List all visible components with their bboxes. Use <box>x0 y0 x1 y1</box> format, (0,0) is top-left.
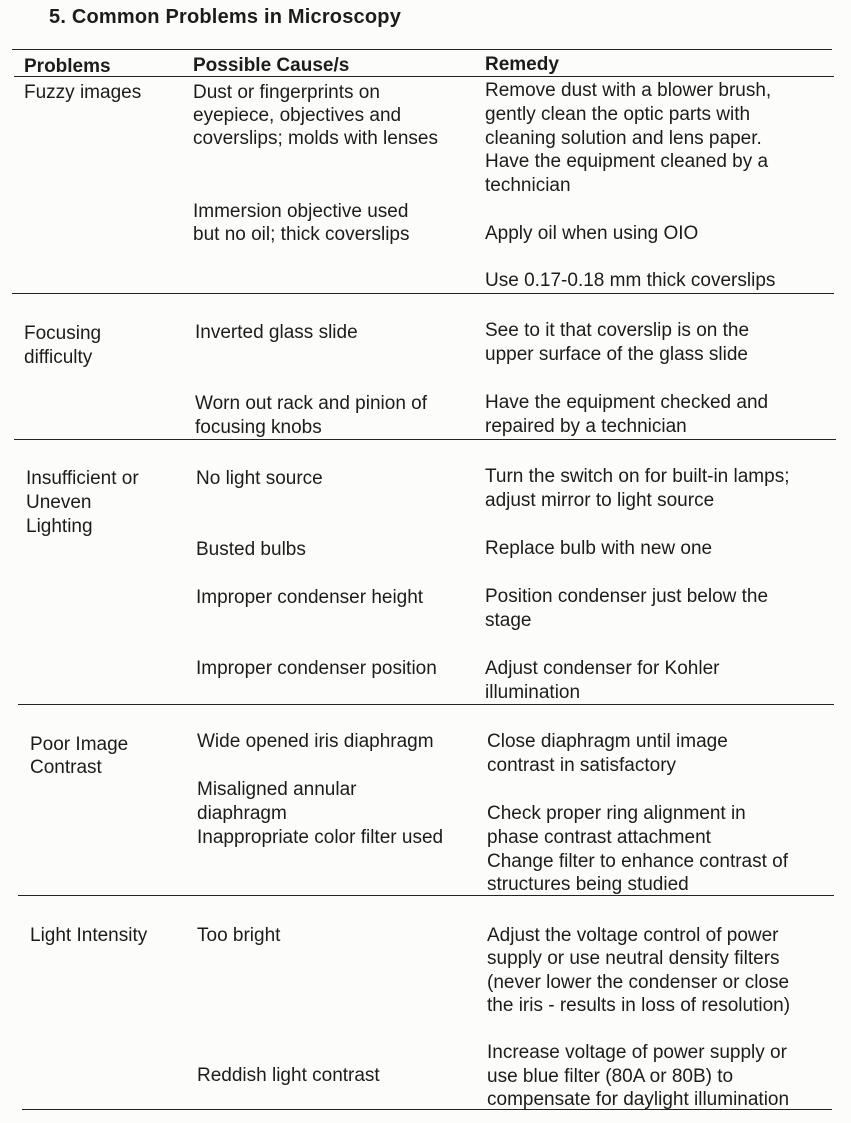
problem-cell: Insufficient or <box>26 468 139 489</box>
cause-line: No light source <box>196 468 323 489</box>
remedy-line: Change filter to enhance contrast of <box>487 851 789 872</box>
cause-line: Worn out rack and pinion of <box>195 393 428 414</box>
remedy-line: repaired by a technician <box>485 416 687 437</box>
cause-line: diaphragm <box>197 803 287 824</box>
remedy-line: upper surface of the glass slide <box>485 344 748 365</box>
remedy-line: cleaning solution and lens paper. <box>485 128 762 149</box>
remedy-line: Close diaphragm until image <box>487 731 728 752</box>
cause-line: Improper condenser height <box>196 587 424 608</box>
page-title: 5. Common Problems in Microscopy <box>49 6 402 28</box>
cause-line: Busted bulbs <box>196 539 306 560</box>
remedy-line: Apply oil when using OIO <box>485 223 699 244</box>
section-divider <box>14 439 836 440</box>
cause-line: focusing knobs <box>195 417 322 438</box>
remedy-line: adjust mirror to light source <box>485 490 715 511</box>
remedy-line: Position condenser just below the <box>485 586 769 607</box>
problem-cell: Fuzzy images <box>24 82 142 103</box>
cause-line: Too bright <box>197 925 281 946</box>
header-rule <box>14 76 834 77</box>
section-divider <box>18 895 834 896</box>
remedy-line: Use 0.17-0.18 mm thick coverslips <box>485 270 776 291</box>
remedy-line: Turn the switch on for built-in lamps; <box>485 466 790 487</box>
remedy-line: Check proper ring alignment in <box>487 803 746 824</box>
problem-cell: difficulty <box>24 347 93 368</box>
header-causes: Possible Cause/s <box>193 55 350 76</box>
problem-cell: Contrast <box>30 757 102 778</box>
cause-line: coverslips; molds with lenses <box>193 128 438 149</box>
remedy-line: phase contrast attachment <box>487 827 711 848</box>
remedy-line: structures being studied <box>487 874 689 895</box>
remedy-line: stage <box>485 610 532 631</box>
remedy-line: use blue filter (80A or 80B) to <box>487 1066 734 1087</box>
remedy-line: compensate for daylight illumination <box>487 1089 790 1110</box>
remedy-line: See to it that coverslip is on the <box>485 320 750 341</box>
table-top-rule <box>12 49 832 50</box>
remedy-line: the iris - results in loss of resolution) <box>487 995 791 1016</box>
remedy-line: supply or use neutral density filters <box>487 948 780 969</box>
remedy-line: technician <box>485 175 571 196</box>
header-problems: Problems <box>24 56 111 77</box>
remedy-line: Adjust condenser for Kohler <box>485 658 720 679</box>
cause-line: Wide opened iris diaphragm <box>197 731 434 752</box>
remedy-line: Replace bulb with new one <box>485 538 713 559</box>
remedy-line: illumination <box>485 682 581 703</box>
remedy-line: (never lower the condenser or close <box>487 972 790 993</box>
remedy-line: Have the equipment checked and <box>485 392 769 413</box>
problem-cell: Focusing <box>24 323 102 344</box>
cause-line: Inverted glass slide <box>195 322 358 343</box>
table-bottom-rule <box>22 1109 832 1110</box>
remedy-line: gently clean the optic parts with <box>485 104 751 125</box>
remedy-line: contrast in satisfactory <box>487 755 677 776</box>
cause-line: Misaligned annular <box>197 779 357 800</box>
header-remedy: Remedy <box>485 54 559 75</box>
cause-line: Reddish light contrast <box>197 1065 380 1086</box>
cause-line: but no oil; thick coverslips <box>193 224 410 245</box>
remedy-line: Adjust the voltage control of power <box>487 925 779 946</box>
remedy-line: Increase voltage of power supply or <box>487 1042 787 1063</box>
problem-cell: Light Intensity <box>30 925 148 946</box>
cause-line: Immersion objective used <box>193 201 409 222</box>
section-divider <box>18 704 834 705</box>
section-divider <box>12 293 834 294</box>
cause-line: eyepiece, objectives and <box>193 105 402 126</box>
problem-cell: Lighting <box>26 516 93 537</box>
cause-line: Inappropriate color filter used <box>197 827 444 848</box>
remedy-line: Have the equipment cleaned by a <box>485 151 769 172</box>
cause-line: Dust or fingerprints on <box>193 82 380 103</box>
problem-cell: Uneven <box>26 492 92 513</box>
cause-line: Improper condenser position <box>196 658 437 679</box>
remedy-line: Remove dust with a blower brush, <box>485 80 772 101</box>
problem-cell: Poor Image <box>30 734 129 755</box>
